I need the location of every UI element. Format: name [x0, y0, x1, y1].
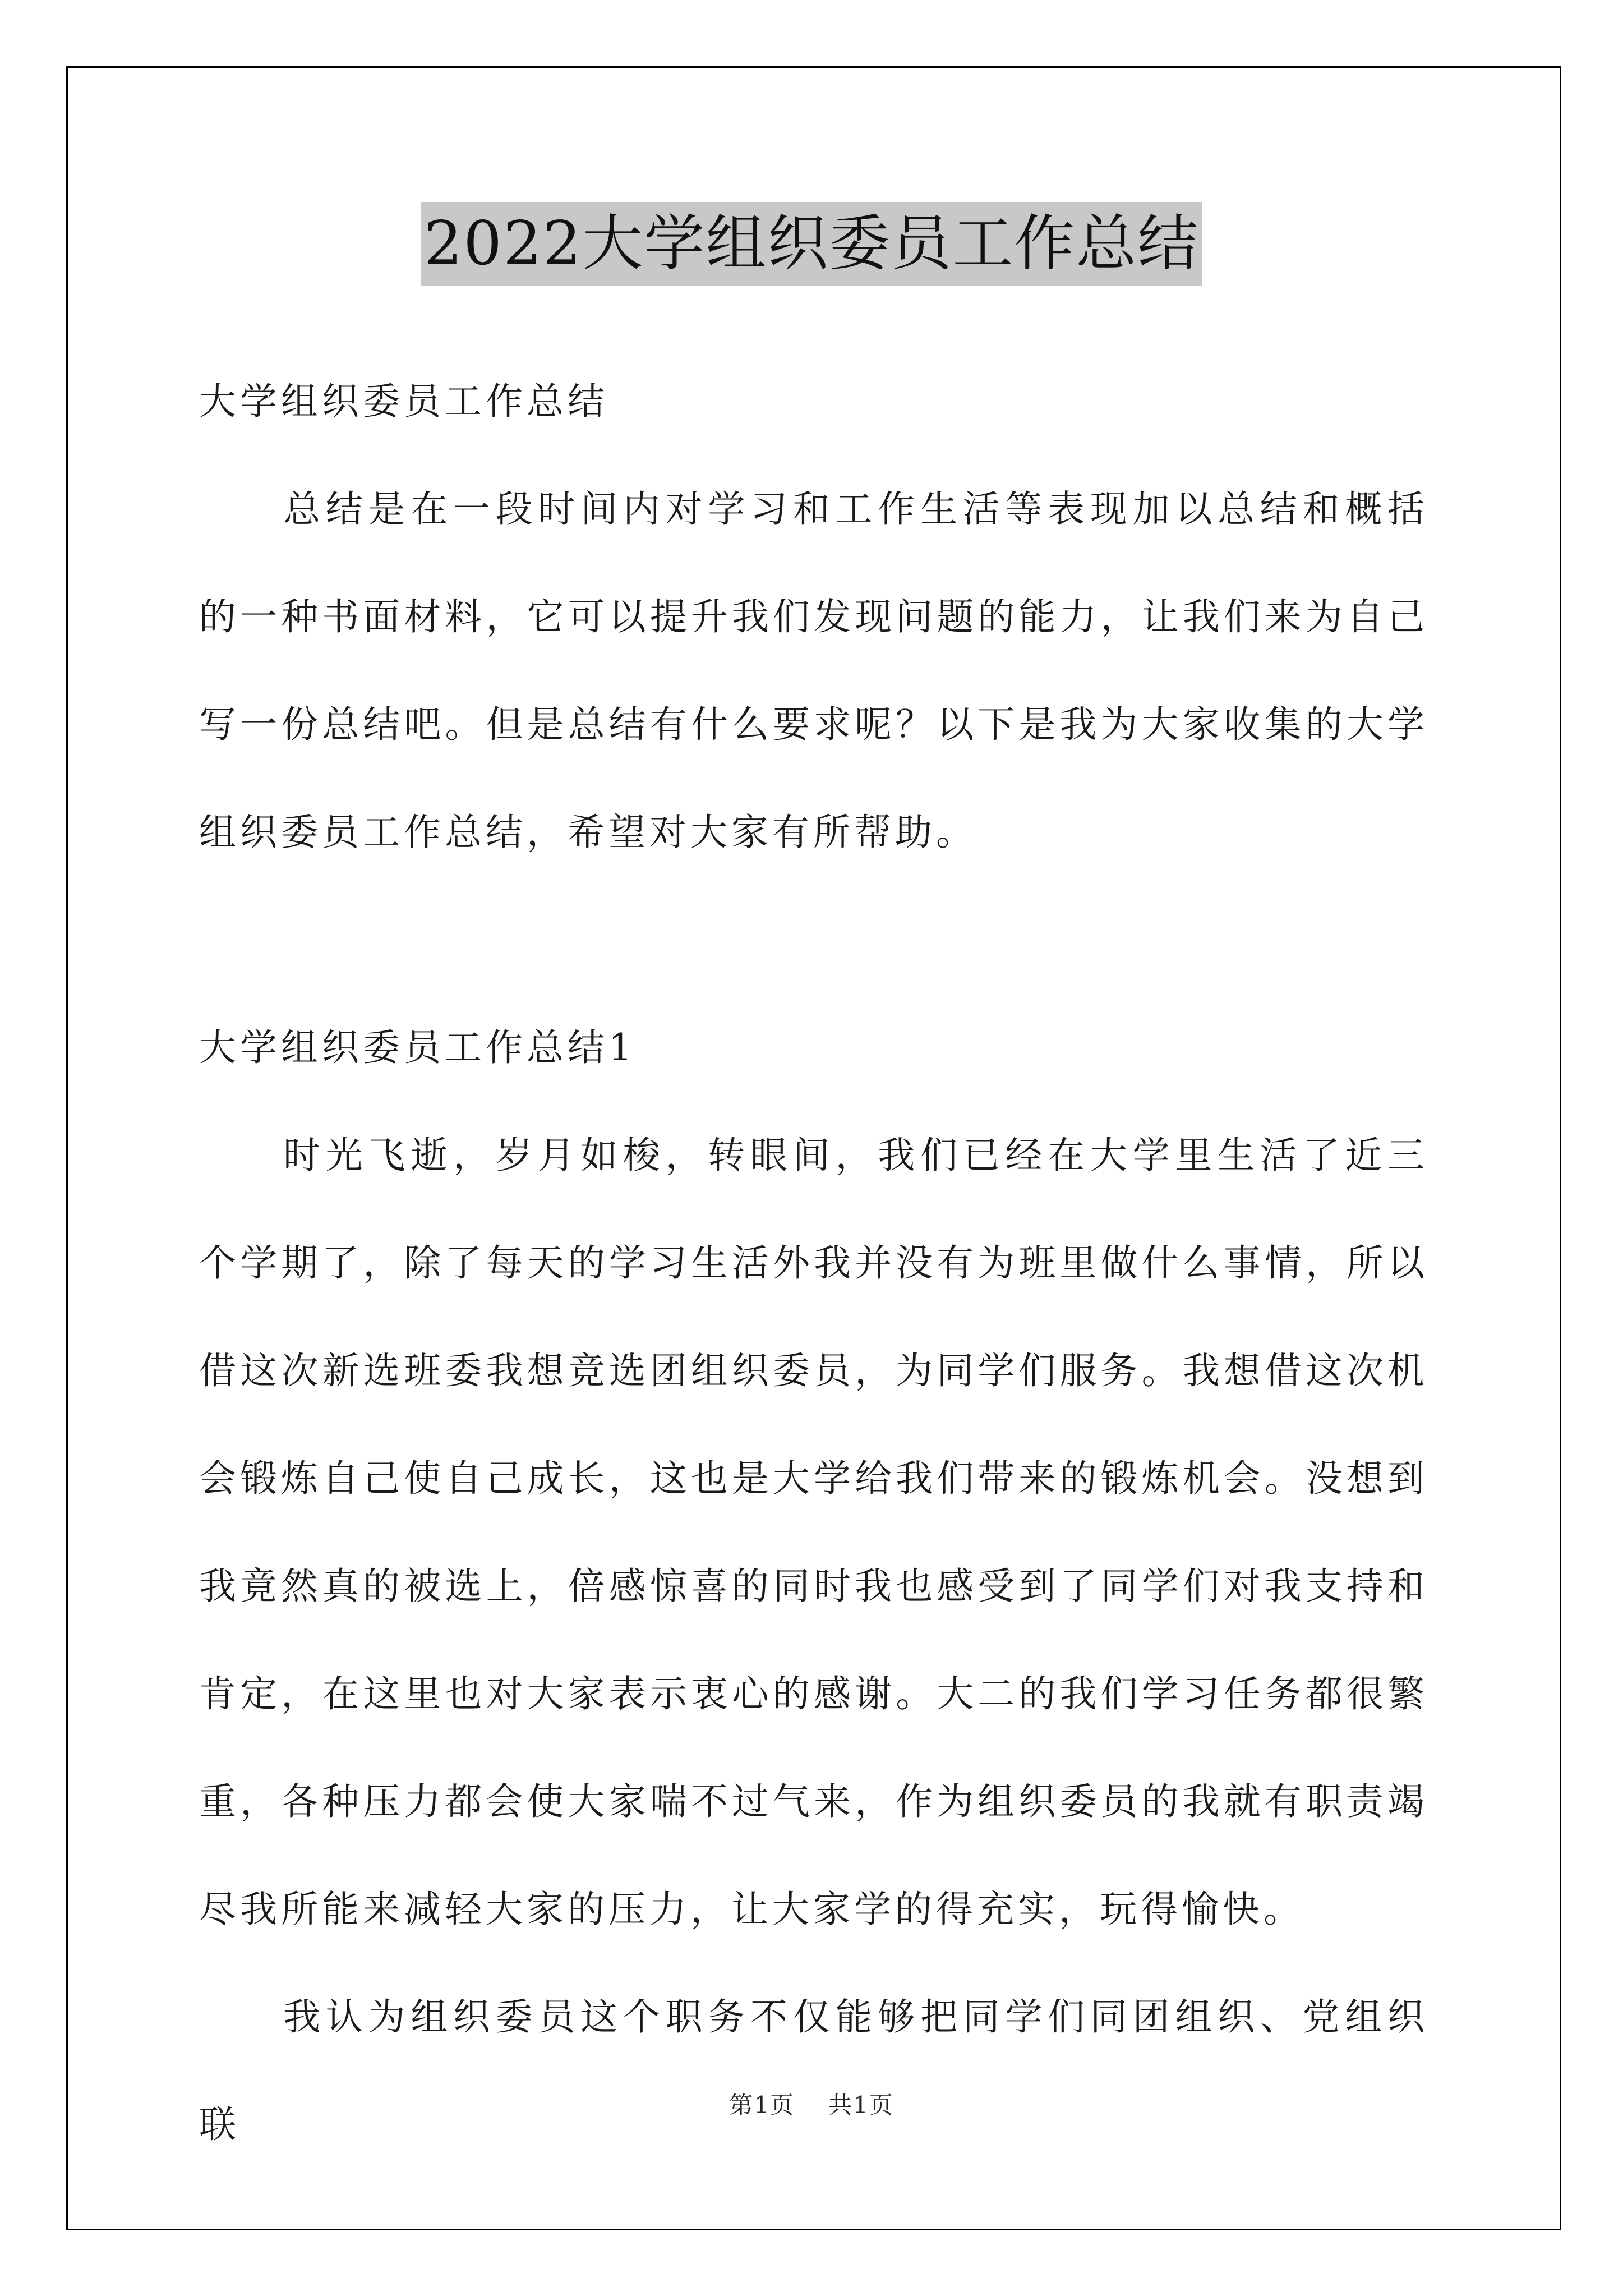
section-heading: 大学组织委员工作总结1	[199, 1026, 636, 1069]
title-container	[0, 202, 1623, 286]
body-paragraph: 时光飞逝，岁月如梭，转眼间，我们已经在大学里生活了近三个学期了，除了每天的学习生活外我并没有为班里做什么事情，所以借这次新选班委我想竞选团组织委员，为同学们服务。我想借这次机会锻炼自己使自己成长，这也是大学给我们带来的锻炼机会。没想到我竟然真的被选上，倍感惊喜的同时我也感受到了同学们对我支持和肯定，在这里也对大家表示衷心的感谢。大二的我们学习任务都很繁重，各种压力都会使大家喘不过气来，作为组织委员的我就有职责竭尽我所能来减轻大家的压力，让大家学的得充实，玩得愉快。	[199, 1134, 1428, 1931]
document-body	[199, 348, 1428, 2179]
page-footer	[0, 2087, 1623, 2120]
section-spacer	[199, 886, 1428, 994]
intro-paragraph: 总结是在一段时间内对学习和工作生活等表现加以总结和概括的一种书面材料，它可以提升我们发现问题的能力，让我们来为自己写一份总结吧。但是总结有什么要求呢？以下是我为大家收集的大学组织委员工作总结，希望对大家有所帮助。	[199, 487, 1428, 854]
page-total: 共1页	[828, 2091, 894, 2119]
page-number: 第1页	[729, 2091, 795, 2119]
intro-heading: 大学组织委员工作总结	[199, 380, 608, 423]
body-paragraph: 我认为组织委员这个职务不仅能够把同学们同团组织、党组织联	[199, 1995, 1428, 2146]
document-title: 2022大学组织委员工作总结	[421, 202, 1203, 286]
